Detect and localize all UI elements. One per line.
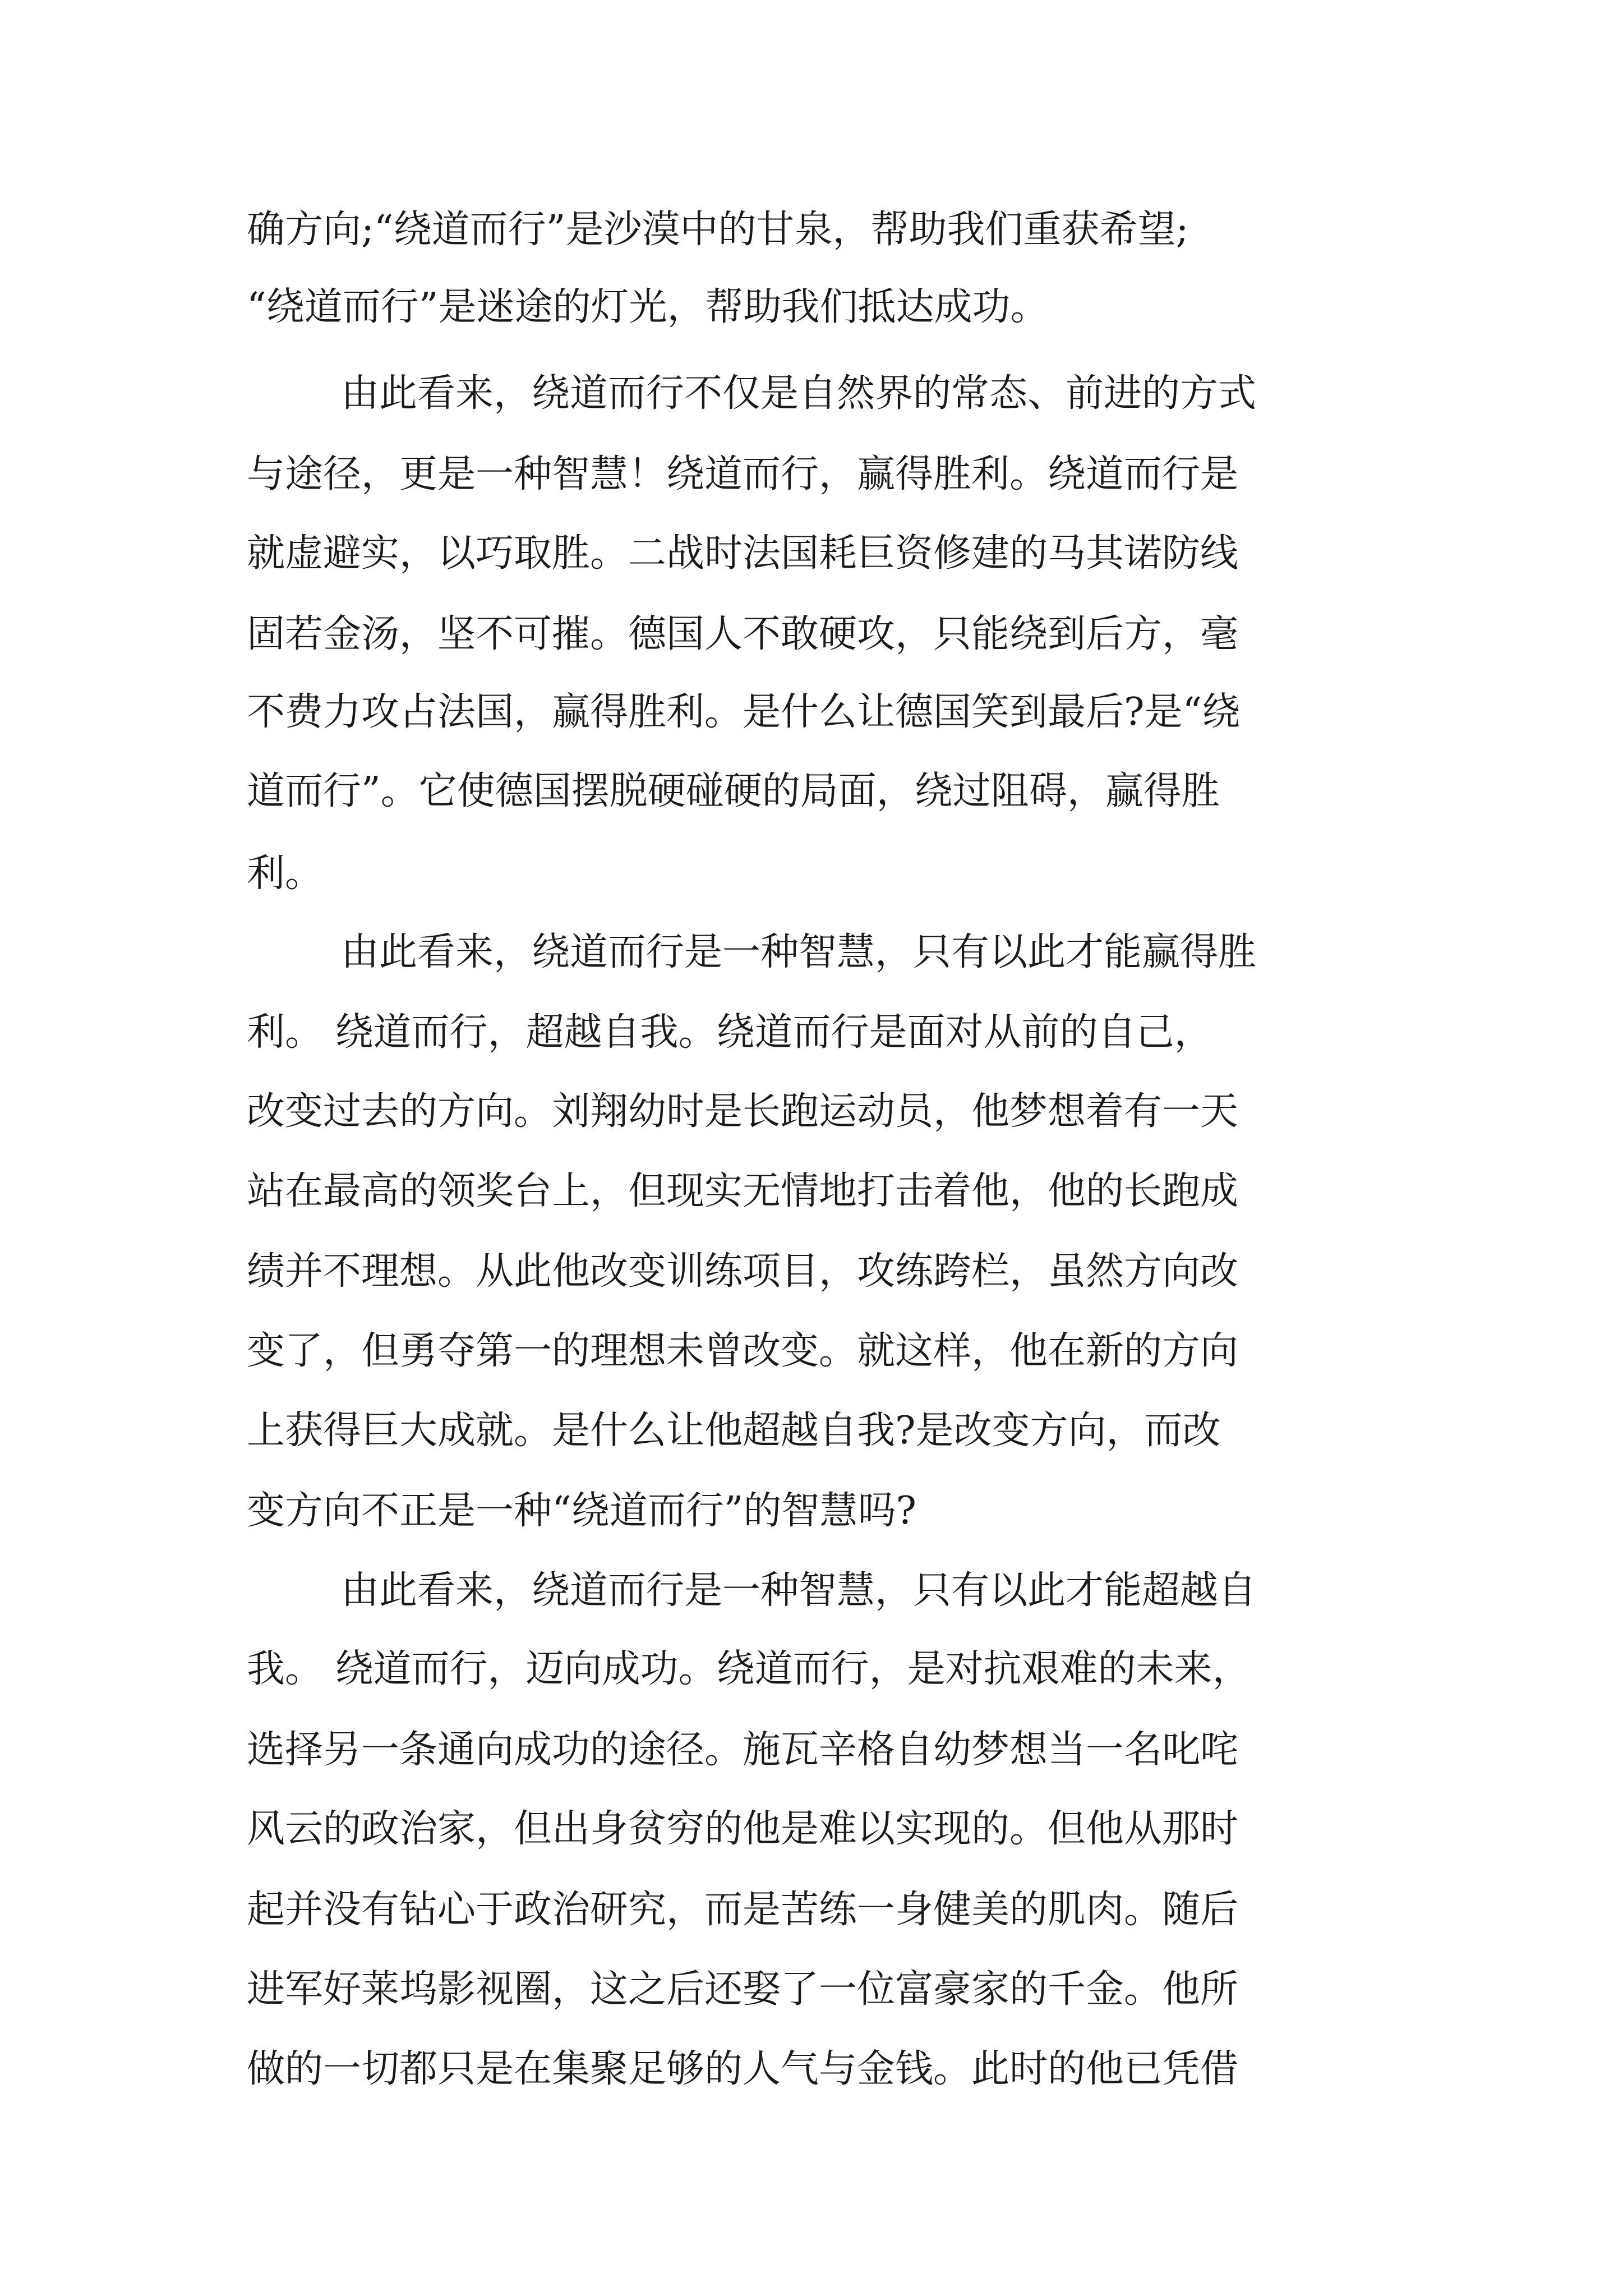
- text-line: 做的一切都只是在集聚足够的人气与金钱。此时的他已凭借: [247, 2047, 1239, 2091]
- text-line: 不费力攻占法国，赢得胜利。是什么让德国笑到最后?是“绕: [247, 690, 1241, 734]
- text-line: 上获得巨大成就。是什么让他超越自我?是改变方向，而改: [247, 1409, 1221, 1453]
- text-line: 确方向;“绕道而行”是沙漠中的甘泉，帮助我们重获希望;: [247, 208, 1189, 252]
- text-line: 进军好莱坞影视圈，这之后还娶了一位富豪家的千金。他所: [247, 1967, 1239, 2012]
- text-line: 变方向不正是一种“绕道而行”的智慧吗?: [247, 1489, 916, 1533]
- text-line: 由此看来，绕道而行是一种智慧，只有以此才能超越自: [341, 1568, 1257, 1613]
- text-line: 绩并不理想。从此他改变训练项目，攻练跨栏，虽然方向改: [247, 1249, 1239, 1294]
- text-line: 就虚避实，以巧取胜。二战时法国耗巨资修建的马其诺防线: [247, 531, 1239, 576]
- text-line: 选择另一条通向成功的途径。施瓦辛格自幼梦想当一名叱咤: [247, 1728, 1239, 1772]
- text-line: “绕道而行”是迷途的灯光，帮助我们抵达成功。: [247, 285, 1049, 329]
- text-line: 风云的政治家，但出身贫穷的他是难以实现的。但他从那时: [247, 1807, 1239, 1851]
- text-line: 起并没有钻心于政治研究，而是苦练一身健美的肌肉。随后: [247, 1888, 1239, 1932]
- text-line: 利。: [247, 852, 324, 896]
- text-line: 站在最高的领奖台上，但现实无情地打击着他，他的长跑成: [247, 1169, 1239, 1213]
- text-line: 我。 绕道而行，迈向成功。绕道而行，是对抗艰难的未来，: [247, 1647, 1251, 1691]
- text-line: 由此看来，绕道而行是一种智慧，只有以此才能赢得胜: [341, 930, 1257, 974]
- text-line: 与途径，更是一种智慧！绕道而行，赢得胜利。绕道而行是: [247, 452, 1239, 496]
- text-line: 道而行”。它使德国摆脱硬碰硬的局面，绕过阻碍，赢得胜: [247, 769, 1220, 813]
- text-line: 利。 绕道而行，超越自我。绕道而行是面对从前的自己，: [247, 1010, 1212, 1055]
- text-line: 变了，但勇夺第一的理想未曾改变。就这样，他在新的方向: [247, 1329, 1239, 1373]
- text-line: 改变过去的方向。刘翔幼时是长跑运动员，他梦想着有一天: [247, 1089, 1239, 1134]
- text-line: 固若金汤，坚不可摧。德国人不敢硬攻，只能绕到后方，毫: [247, 612, 1239, 656]
- text-line: 由此看来，绕道而行不仅是自然界的常态、前进的方式: [341, 371, 1257, 416]
